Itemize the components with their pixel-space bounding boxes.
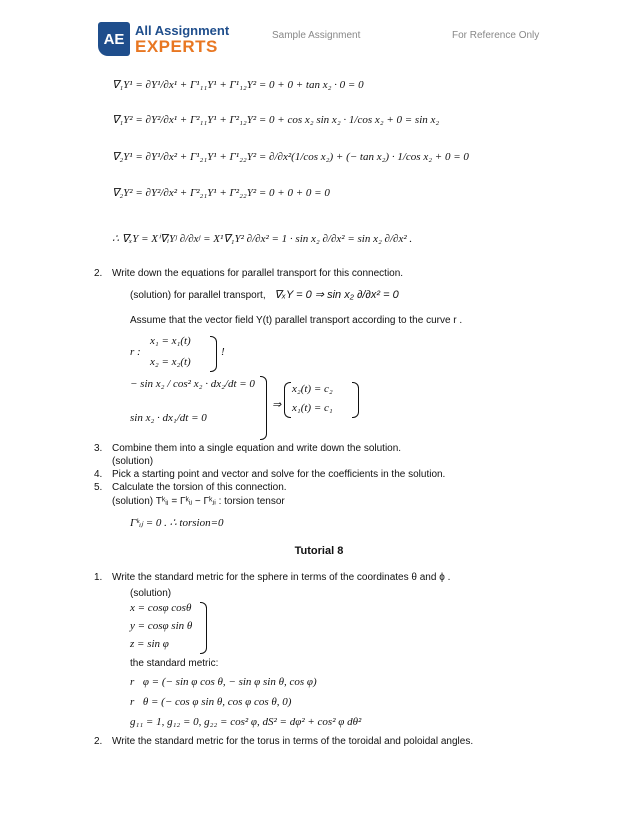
curve-label: r : xyxy=(130,346,141,358)
question-5: 5. Calculate the torsion of this connection. xyxy=(94,482,287,493)
sphere-z: z = sin φ xyxy=(130,638,169,650)
curve-x2: x₂ = x₂(t) xyxy=(150,356,191,368)
q2-solution: (solution) for parallel transport, ∇ₓY = 0 ⇒ sin x₂ ∂/∂x² = 0 xyxy=(130,289,399,301)
sphere-x: x = cosφ cosθ xyxy=(130,602,192,614)
result-brace-left xyxy=(284,382,291,418)
tutorial-q1: 1. Write the standard metric for the sphere in terms of the coordinates θ and ϕ . xyxy=(94,572,451,583)
result-brace-right xyxy=(352,382,359,418)
logo-badge: AE xyxy=(98,22,130,56)
q2-assume: Assume that the vector field Y(t) parallel transport according to the curve r . xyxy=(130,315,463,326)
page-header xyxy=(0,0,638,70)
curve-brace xyxy=(210,336,217,372)
implies-arrow: ⇒ xyxy=(272,399,282,411)
equation-3: ∇₂Y¹ = ∂Y¹/∂x² + Γ¹₂₁Y¹ + Γ¹₂₂Y² = ∂/∂x²(1/cos x₂) + (− tan x₂) · 1/cos x₂ + 0 = 0 xyxy=(112,151,469,163)
equation-4: ∇₂Y² = ∂Y²/∂x² + Γ²₂₁Y¹ + Γ²₂₂Y² = 0 + 0 + 0 = 0 xyxy=(112,187,330,199)
equation-1: ∇₁Y¹ = ∂Y¹/∂x¹ + Γ¹₁₁Y¹ + Γ¹₁₂Y² = 0 + 0 + tan x₂ · 0 = 0 xyxy=(112,79,364,91)
metric-label: the standard metric: xyxy=(130,658,219,669)
tutorial-title: Tutorial 8 xyxy=(294,545,344,557)
sphere-y: y = cosφ sin θ xyxy=(130,620,193,632)
result-x2: x₂(t) = c₂ xyxy=(292,383,333,395)
metric-coefficients: g₁₁ = 1, g₁₂ = 0, g₂₂ = cos² φ, dS² = dφ² + cos² φ dθ² xyxy=(130,716,362,728)
system-eq-1: − sin x₂ / cos² x₂ · dx₂/dt = 0 xyxy=(130,378,255,390)
r-phi: r⃗φ = (− sin φ cos θ, − sin φ sin θ, cos φ) xyxy=(130,676,317,688)
curve-x1: x₁ = x₁(t) xyxy=(150,335,191,347)
logo-top-text: All Assignment xyxy=(135,22,230,38)
equation-2: ∇₁Y² = ∂Y²/∂x¹ + Γ²₁₁Y¹ + Γ²₁₂Y² = 0 + cos x₂ sin x₂ · 1/cos x₂ + 0 = sin x₂ xyxy=(112,114,440,126)
q3-solution: (solution) xyxy=(112,456,154,467)
header-center-text: Sample Assignment xyxy=(272,30,361,41)
q5-solution: (solution) Tᵏᵢⱼ = Γᵏᵢⱼ − Γᵏⱼᵢ : torsion tensor xyxy=(112,496,285,507)
curve-bang: ! xyxy=(221,346,225,358)
question-3: 3. Combine them into a single equation and write down the solution. xyxy=(94,443,402,454)
sphere-brace xyxy=(200,602,207,654)
question-4: 4. Pick a starting point and vector and solve for the coefficients in the solution. xyxy=(94,469,446,480)
question-2: 2. Write down the equations for parallel transport for this connection. xyxy=(94,268,404,279)
result-x1: x₁(t) = c₁ xyxy=(292,402,333,414)
equation-5: ∴ ∇ₓY = Xⁱ∇ᵢYʲ ∂/∂xʲ = X¹∇₁Y² ∂/∂x² = 1 · sin x₂ ∂/∂x² = sin x₂ ∂/∂x² . xyxy=(112,233,413,245)
r-theta: r⃗θ = (− cos φ sin θ, cos φ cos θ, 0) xyxy=(130,696,292,708)
tutorial-q1-solution: (solution) xyxy=(130,588,172,599)
logo-bottom-text: EXPERTS xyxy=(135,36,218,56)
system-eq-2: sin x₂ · dx₁/dt = 0 xyxy=(130,412,207,424)
system-brace xyxy=(260,376,267,440)
header-right-text: For Reference Only xyxy=(452,30,540,41)
tutorial-q2: 2. Write the standard metric for the torus in terms of the toroidal and poloidal angles. xyxy=(94,736,474,747)
q5-result: Γᵏᵢⱼ = 0 . ∴ torsion=0 xyxy=(130,517,224,529)
brand-logo xyxy=(98,22,229,56)
